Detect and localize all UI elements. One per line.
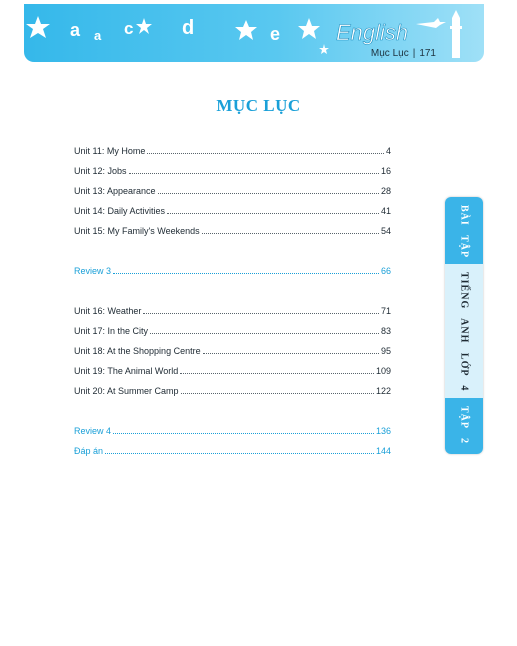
section-label: Mục Lục	[370, 48, 409, 59]
toc-entry-review-4[interactable]	[74, 425, 391, 445]
letter-a2-decoration: a	[94, 28, 102, 43]
star-icon	[26, 16, 50, 38]
leader-dots	[158, 193, 379, 194]
toc-entry-label: Đáp án	[74, 446, 104, 456]
toc-entry-answers[interactable]	[74, 445, 391, 465]
toc-entry-page: 71	[380, 306, 391, 316]
toc-entry-unit-11[interactable]	[74, 145, 391, 165]
header-banner	[24, 4, 484, 62]
page-number: 171	[419, 48, 436, 59]
side-tab-label: TIẾNG ANH LỚP 4	[458, 272, 470, 392]
toc-entry-unit-17[interactable]	[74, 325, 391, 345]
toc-entry-unit-12[interactable]	[74, 165, 391, 185]
leader-dots	[203, 353, 379, 354]
banner-word: English	[336, 20, 409, 45]
leader-dots	[202, 233, 379, 234]
toc-entry-label: Review 4	[74, 426, 112, 436]
leader-dots	[129, 173, 379, 174]
toc-entry-review-3[interactable]	[74, 265, 391, 285]
toc-entry-label: Unit 13: Appearance	[74, 186, 156, 196]
toc-entry-label: Unit 19: The Animal World	[74, 366, 179, 376]
toc-entry-label: Unit 18: At the Shopping Centre	[74, 346, 201, 356]
toc-entry-label: Unit 20: At Summer Camp	[74, 386, 179, 396]
toc-entry-unit-15[interactable]	[74, 225, 391, 245]
page-title: MỤC LỤC	[216, 96, 301, 115]
letter-c-decoration: c	[124, 19, 134, 38]
leader-dots	[147, 153, 384, 154]
side-tab-bai-tap	[445, 197, 483, 264]
leader-dots	[180, 373, 374, 374]
toc-entry-page: 54	[380, 226, 391, 236]
toc-entry-page: 109	[375, 366, 391, 376]
toc-entry-page: 16	[380, 166, 391, 176]
toc-entry-page: 136	[375, 426, 391, 436]
toc-entry-label: Unit 11: My Home	[74, 146, 146, 156]
plane-icon	[416, 18, 446, 28]
toc-entry-page: 41	[380, 206, 391, 216]
letter-d-decoration: d	[182, 17, 195, 39]
toc-entry-page: 144	[375, 446, 391, 456]
toc-entry-page: 83	[380, 326, 391, 336]
star-icon	[235, 20, 257, 40]
table-of-contents	[74, 145, 391, 465]
leader-dots	[113, 433, 374, 434]
toc-entry-page: 66	[380, 266, 391, 276]
spacer	[74, 245, 391, 265]
toc-entry-unit-14[interactable]	[74, 205, 391, 225]
side-tab-tieng-anh	[445, 264, 483, 398]
star-icon	[136, 18, 152, 34]
toc-entry-label: Unit 15: My Family's Weekends	[74, 226, 200, 236]
star-icon	[298, 18, 320, 39]
toc-entry-label: Unit 14: Daily Activities	[74, 206, 166, 216]
toc-entry-label: Unit 16: Weather	[74, 306, 142, 316]
toc-entry-unit-19[interactable]	[74, 365, 391, 385]
side-tab-tap-2	[445, 398, 483, 454]
toc-entry-page: 122	[375, 386, 391, 396]
toc-entry-page: 4	[385, 146, 391, 156]
tower-icon	[450, 10, 462, 58]
leader-dots	[113, 273, 379, 274]
letter-e-decoration: e	[270, 24, 281, 44]
toc-entry-page: 28	[380, 186, 391, 196]
toc-entry-unit-20[interactable]	[74, 385, 391, 405]
spacer	[74, 405, 391, 425]
leader-dots	[150, 333, 379, 334]
header-label	[371, 48, 436, 59]
toc-entry-label: Unit 12: Jobs	[74, 166, 127, 176]
side-tab-label: BÀI TẬP	[458, 205, 470, 259]
separator: |	[412, 48, 416, 59]
toc-entry-unit-13[interactable]	[74, 185, 391, 205]
spacer	[74, 285, 391, 305]
leader-dots	[181, 393, 374, 394]
leader-dots	[143, 313, 379, 314]
leader-dots	[105, 453, 374, 454]
toc-entry-label: Review 3	[74, 266, 112, 276]
toc-entry-label: Unit 17: In the City	[74, 326, 149, 336]
leader-dots	[167, 213, 379, 214]
side-tab-label: TẬP 2	[458, 406, 470, 444]
side-tab-strip	[445, 197, 483, 454]
toc-entry-page: 95	[380, 346, 391, 356]
letter-a-decoration: a	[70, 20, 81, 40]
toc-entry-unit-18[interactable]	[74, 345, 391, 365]
toc-entry-unit-16[interactable]	[74, 305, 391, 325]
star-icon	[319, 44, 329, 54]
